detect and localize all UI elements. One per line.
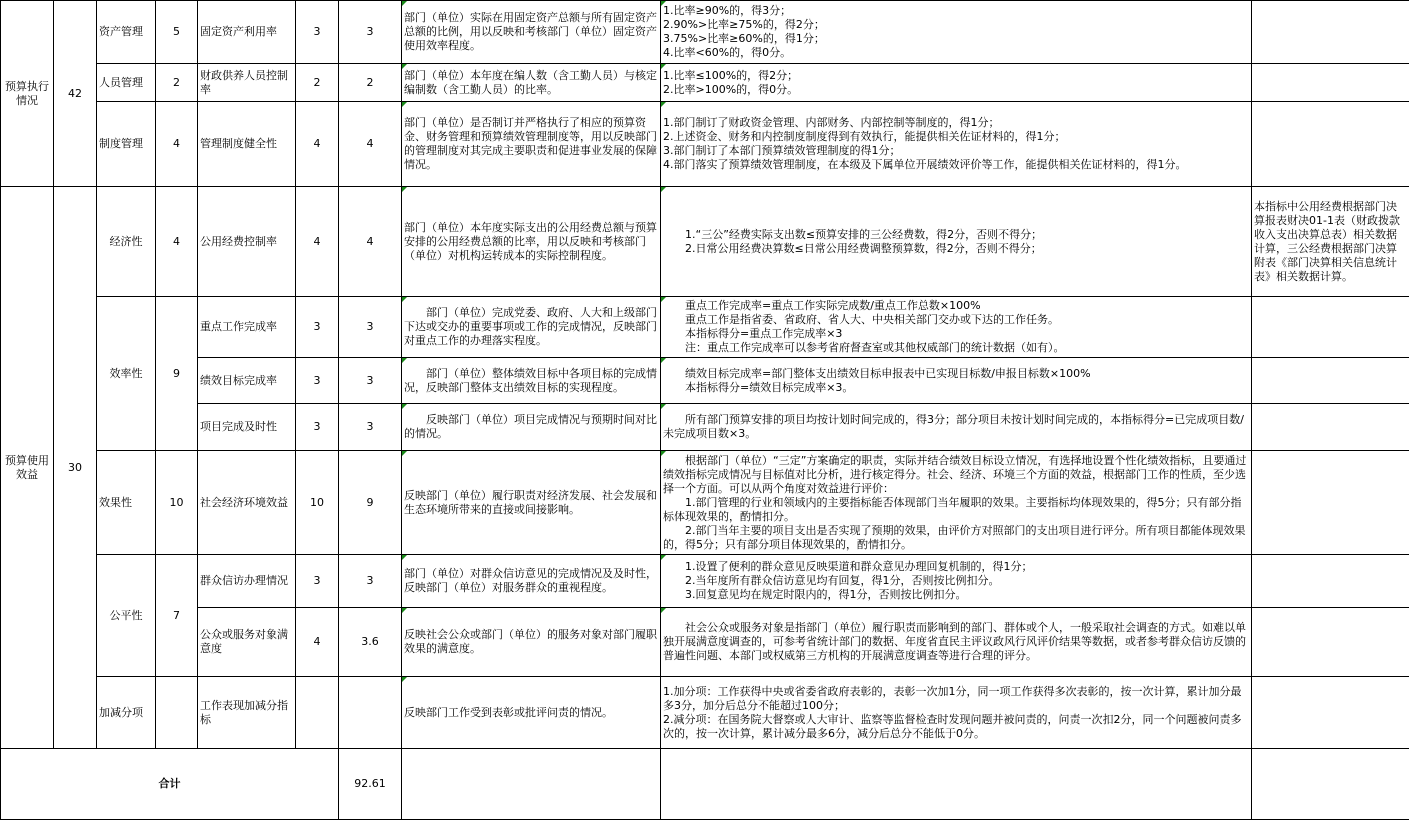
indicator-cell: 社会经济环境效益 (198, 451, 296, 555)
indicator-cell: 工作表现加减分指标 (198, 677, 296, 749)
table-row (1, 187, 1409, 297)
category-score-cell: 9 (156, 297, 198, 451)
standard-cell (661, 64, 1252, 102)
weight-cell: 3 (296, 358, 339, 404)
indicator-cell: 重点工作完成率 (198, 297, 296, 358)
score-cell: 3 (339, 404, 402, 451)
table-row (1, 297, 1409, 358)
category-cell: 公平性 (97, 555, 156, 677)
standard-cell (661, 749, 1252, 820)
standard-line: 重点工作是指省委、省政府、省人大、中央相关部门交办或下达的工作任务。 (663, 313, 1249, 327)
standard-line: 1.加分项：工作获得中央或省委省政府表彰的，表彰一次加1分，同一项工作获得多次表彰的，按一次计算，累计加分最多3分，加分后总分不能超过100分； (663, 685, 1249, 713)
description-cell (402, 749, 661, 820)
indicator-cell: 项目完成及时性 (198, 404, 296, 451)
table-row (1, 608, 1409, 677)
standard-line: 1.比率≥90%的，得3分； (663, 4, 1249, 18)
standard-line: 2.上述资金、财务和内控制度制度得到有效执行，能提供相关佐证材料的，得1分； (663, 130, 1249, 144)
standard-cell (661, 358, 1252, 404)
weight-cell: 3 (296, 555, 339, 608)
group-score-budget-benefit: 30 (54, 187, 97, 749)
standard-line: 4.比率<60%的，得0分。 (663, 46, 1249, 60)
group-score-budget-execution: 42 (54, 1, 97, 187)
weight-cell: 10 (296, 451, 339, 555)
standard-cell (661, 187, 1252, 297)
weight-cell: 4 (296, 608, 339, 677)
description-cell: 部门（单位）整体绩效目标中各项目标的完成情况，反映部门整体支出绩效目标的实现程度。 (402, 358, 661, 404)
weight-cell: 3 (296, 1, 339, 64)
standard-line: 绩效目标完成率=部门整体支出绩效目标申报表中已实现目标数/申报目标数×100% (663, 367, 1249, 381)
standard-cell (661, 1, 1252, 64)
standard-cell: 所有部门预算安排的项目均按计划时间完成的，得3分；部分项目未按计划时间完成的，本指标得分=已完成项目数/未完成项目数×3。 (661, 404, 1252, 451)
description-cell: 反映部门（单位）项目完成情况与预期时间对比的情况。 (402, 404, 661, 451)
group-label-budget-execution: 预算执行情况 (1, 1, 54, 187)
indicator-cell: 财政供养人员控制率 (198, 64, 296, 102)
standard-line: 3.部门制订了本部门预算绩效管理制度的得1分； (663, 144, 1249, 158)
category-score-cell (156, 677, 198, 749)
table-row (1, 64, 1409, 102)
standard-line: 1.设置了便利的群众意见反映渠道和群众意见办理回复机制的，得1分； (663, 560, 1249, 574)
category-score-cell: 4 (156, 187, 198, 297)
score-cell: 2 (339, 64, 402, 102)
category-score-cell: 2 (156, 64, 198, 102)
score-cell: 3 (339, 297, 402, 358)
indicator-cell: 公众或服务对象满意度 (198, 608, 296, 677)
standard-line: 本指标得分=重点工作完成率×3 (663, 327, 1249, 341)
description-cell: 部门（单位）对群众信访意见的完成情况及及时性，反映部门（单位）对服务群众的重视程度。 (402, 555, 661, 608)
note-cell (1252, 1, 1409, 64)
note-cell (1252, 64, 1409, 102)
description-cell: 反映社会公众或部门（单位）的服务对象对部门履职效果的满意度。 (402, 608, 661, 677)
weight-cell: 3 (296, 297, 339, 358)
note-cell (1252, 749, 1409, 820)
category-cell: 制度管理 (97, 102, 156, 187)
indicator-cell: 公用经费控制率 (198, 187, 296, 297)
table-row (1, 102, 1409, 187)
note-cell (1252, 451, 1409, 555)
total-score: 92.61 (339, 749, 402, 820)
description-cell: 反映部门工作受到表彰或批评问责的情况。 (402, 677, 661, 749)
note-cell: 本指标中公用经费根据部门决算报表财决01-1表（财政拨款收入支出决算总表）相关数据计算，三公经费根据部门决算附表《部门决算相关信息统计表》相关数据计算。 (1252, 187, 1409, 297)
standard-line: 本指标得分=绩效目标完成率×3。 (663, 381, 1249, 395)
category-cell: 资产管理 (97, 1, 156, 64)
category-cell: 经济性 (97, 187, 156, 297)
standard-line: 2.当年度所有群众信访意见均有回复，得1分，否则按比例扣分。 (663, 574, 1249, 588)
score-cell: 4 (339, 102, 402, 187)
table-row (1, 677, 1409, 749)
standard-line: 注：重点工作完成率可以参考省府督查室或其他权威部门的统计数据（如有）。 (663, 341, 1249, 355)
table-row (1, 1, 1409, 64)
note-cell (1252, 677, 1409, 749)
standard-line: 1.部门管理的行业和领域内的主要指标能否体现部门当年履职的效果。主要指标均体现效果的，得5分；只有部分指标体现效果的，酌情扣分。 (663, 496, 1249, 524)
standard-cell (661, 555, 1252, 608)
table-row (1, 451, 1409, 555)
standard-line: 2.部门当年主要的项目支出是否实现了预期的效果，由评价方对照部门的支出项目进行评分。所有项目都能体现效果的，得5分；只有部分项目体现效果的，酌情扣分。 (663, 524, 1249, 552)
indicator-cell: 群众信访办理情况 (198, 555, 296, 608)
standard-line: 1.“三公”经费实际支出数≤预算安排的三公经费数，得2分，否则不得分； (663, 228, 1249, 242)
standard-line: 3.75%>比率≥60%的，得1分； (663, 32, 1249, 46)
description-cell: 部门（单位）本年度在编人数（含工勤人员）与核定编制数（含工勤人员）的比率。 (402, 64, 661, 102)
weight-cell: 2 (296, 64, 339, 102)
weight-cell: 4 (296, 187, 339, 297)
note-cell (1252, 608, 1409, 677)
total-row (1, 749, 1409, 820)
standard-line: 2.90%>比率≥75%的，得2分； (663, 18, 1249, 32)
standard-cell (661, 451, 1252, 555)
note-cell (1252, 555, 1409, 608)
score-cell: 3 (339, 1, 402, 64)
standard-line: 3.回复意见均在规定时限内的，得1分，否则按比例扣分。 (663, 588, 1249, 602)
category-cell: 效率性 (97, 297, 156, 451)
standard-cell (661, 677, 1252, 749)
weight-cell (296, 677, 339, 749)
category-score-cell: 5 (156, 1, 198, 64)
score-cell (339, 677, 402, 749)
score-cell: 4 (339, 187, 402, 297)
indicator-cell: 绩效目标完成率 (198, 358, 296, 404)
score-cell: 3 (339, 555, 402, 608)
standard-cell: 社会公众或服务对象是指部门（单位）履行职责而影响到的部门、群体或个人，一般采取社会调查的方式。如难以单独开展满意度调查的，可参考省统计部门的数据、年度省直民主评议政风行风评价结果等数据，或者参考群众信访反馈的普遍性问题、本部门或权威第三方机构的开展满意度调查等进行合理的评分。 (661, 608, 1252, 677)
standard-line: 1.部门制订了财政资金管理、内部财务、内部控制等制度的，得1分； (663, 116, 1249, 130)
standard-line: 4.部门落实了预算绩效管理制度，在本级及下属单位开展绩效评价等工作，能提供相关佐证材料的，得1分。 (663, 158, 1249, 172)
category-cell: 人员管理 (97, 64, 156, 102)
standard-line: 重点工作完成率=重点工作实际完成数/重点工作总数×100% (663, 299, 1249, 313)
category-cell: 加减分项 (97, 677, 156, 749)
note-cell (1252, 297, 1409, 358)
description-cell: 部门（单位）实际在用固定资产总额与所有固定资产总额的比例，用以反映和考核部门（单位）固定资产使用效率程度。 (402, 1, 661, 64)
score-cell: 3.6 (339, 608, 402, 677)
description-cell: 反映部门（单位）履行职责对经济发展、社会发展和生态环境所带来的直接或间接影响。 (402, 451, 661, 555)
standard-line: 1.比率≤100%的，得2分； (663, 69, 1249, 83)
category-score-cell: 7 (156, 555, 198, 677)
table-row (1, 404, 1409, 451)
note-cell (1252, 102, 1409, 187)
note-cell (1252, 358, 1409, 404)
description-cell: 部门（单位）本年度实际支出的公用经费总额与预算安排的公用经费总额的比率，用以反映和考核部门（单位）对机构运转成本的实际控制程度。 (402, 187, 661, 297)
category-cell: 效果性 (97, 451, 156, 555)
weight-cell: 3 (296, 404, 339, 451)
score-cell: 3 (339, 358, 402, 404)
standard-cell (661, 102, 1252, 187)
table-row (1, 555, 1409, 608)
standard-line: 2.减分项：在国务院大督察或人大审计、监察等监督检查时发现问题并被问责的，问责一次扣2分，同一个问题被问责多次的，按一次计算，累计减分最多6分，减分后总分不能低于0分。 (663, 713, 1249, 741)
weight-cell: 4 (296, 102, 339, 187)
table-row (1, 358, 1409, 404)
note-cell (1252, 404, 1409, 451)
description-cell: 部门（单位）完成党委、政府、人大和上级部门下达或交办的重要事项或工作的完成情况，反映部门对重点工作的办理落实程度。 (402, 297, 661, 358)
group-label-budget-benefit: 预算使用效益 (1, 187, 54, 749)
indicator-cell: 固定资产利用率 (198, 1, 296, 64)
category-score-cell: 10 (156, 451, 198, 555)
score-cell: 9 (339, 451, 402, 555)
indicator-cell: 管理制度健全性 (198, 102, 296, 187)
total-label: 合计 (1, 749, 339, 820)
description-cell: 部门（单位）是否制订并严格执行了相应的预算资金、财务管理和预算绩效管理制度等，用以反映部门的管理制度对其完成主要职责和促进事业发展的保障情况。 (402, 102, 661, 187)
category-score-cell: 4 (156, 102, 198, 187)
standard-cell (661, 297, 1252, 358)
standard-line: 根据部门（单位）“三定”方案确定的职责，实际并结合绩效目标设立情况，有选择地设置个性化绩效指标，且要通过绩效指标完成情况与目标值对比分析，进行核定得分。社会、经济、环境三个方面的效益，根据部门工作的性质，至少选择一个方面。可以从两个角度对效益进行评价： (663, 454, 1249, 496)
standard-line: 2.比率>100%的，得0分。 (663, 83, 1249, 97)
standard-line: 2.日常公用经费决算数≤日常公用经费调整预算数，得2分，否则不得分； (663, 242, 1249, 256)
